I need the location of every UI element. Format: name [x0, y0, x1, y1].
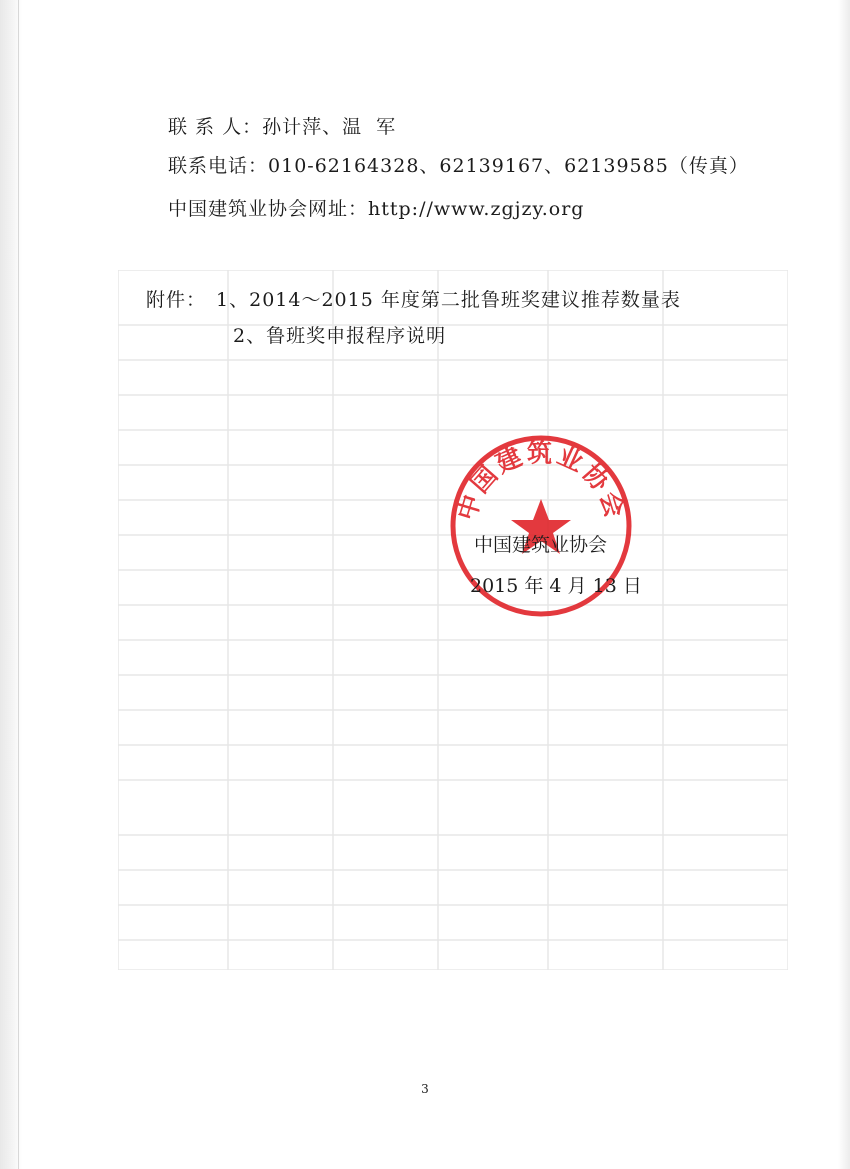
phone-value: 010-62164328、62139167、62139585（传真） [268, 155, 749, 177]
phone-label: 联系电话： [168, 155, 269, 177]
contact-person-line [168, 112, 396, 139]
website-url[interactable]: http://www.zgjzy.org [368, 198, 585, 220]
attachment-item-1: 1、2014～2015 年度第二批鲁班奖建议推荐数量表 [216, 289, 681, 311]
attachments-label: 附件： [146, 289, 207, 311]
contact-value: 孙计萍、温 军 [262, 116, 397, 138]
signing-date: 2015 年 4 月 13 日 [470, 575, 642, 597]
website-label: 中国建筑业协会网址： [168, 198, 369, 220]
phone-line [168, 151, 749, 178]
svg-text:中国建筑业协会: 中国建筑业协会 [451, 438, 631, 524]
signing-organization: 中国建筑业协会 [474, 534, 608, 556]
scan-shadow-right [838, 0, 850, 1169]
website-line [168, 194, 584, 221]
contact-label: 联 系 人： [168, 116, 263, 138]
attachment-line-2 [233, 321, 446, 348]
attachment-item-2: 2、鲁班奖申报程序说明 [233, 325, 447, 347]
scan-crease [18, 0, 19, 1169]
attachment-line-1 [146, 285, 681, 312]
page-number: 3 [421, 1082, 429, 1096]
